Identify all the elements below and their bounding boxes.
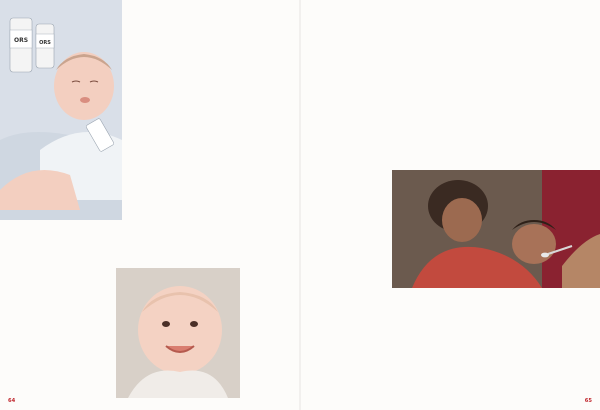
ors-bottle-label: ORS bbox=[13, 37, 29, 44]
page-number: 65 bbox=[584, 398, 592, 404]
feeding-photo-drawing bbox=[392, 170, 600, 288]
ors-baby-illustration bbox=[0, 0, 122, 220]
right-col-1-lower bbox=[304, 256, 390, 394]
right-col-3 bbox=[484, 8, 592, 166]
smiling-baby-photo bbox=[116, 268, 240, 398]
right-col-2 bbox=[394, 8, 478, 166]
right-page-footer bbox=[582, 398, 592, 404]
right-col-1 bbox=[304, 8, 390, 250]
left-page-footer bbox=[8, 398, 18, 404]
page-gutter bbox=[299, 0, 301, 410]
mother-feeding-child-photo bbox=[392, 170, 600, 288]
left-col-1 bbox=[5, 226, 113, 396]
ors-baby-drawing bbox=[0, 0, 122, 220]
baby-photo-drawing bbox=[116, 268, 240, 398]
right-col-bottom bbox=[396, 294, 592, 394]
ors-bottle-label: ORS bbox=[39, 40, 51, 46]
page-number: 64 bbox=[8, 398, 16, 404]
